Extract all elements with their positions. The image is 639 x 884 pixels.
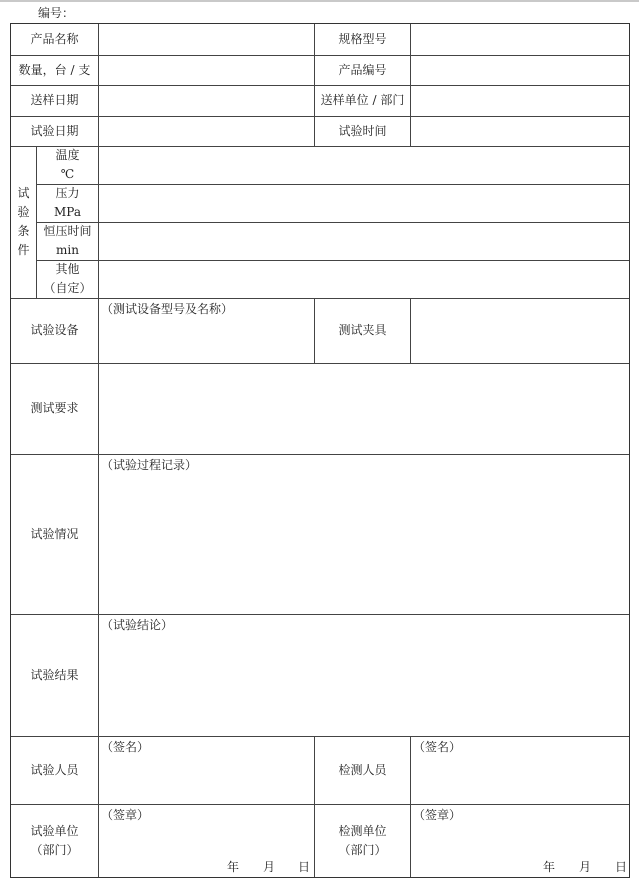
temperature-field[interactable] (99, 146, 629, 184)
condition-unit: MPa (54, 205, 81, 219)
inspector-signature-hint: （签名） (413, 740, 462, 754)
pressure-field[interactable] (99, 184, 629, 222)
label-inspect-unit (315, 804, 410, 877)
date-day: 日 (298, 860, 311, 874)
condition-unit: min (56, 243, 79, 257)
condition-temperature-label (37, 146, 98, 184)
serial-number-label: 编号： (38, 6, 75, 20)
inspector-signature-field[interactable] (411, 736, 629, 804)
label-send-unit: 送样单位 / 部门 (320, 93, 405, 107)
label-test-unit (11, 804, 98, 877)
product-name-field[interactable] (99, 24, 314, 55)
condition-name: 其他 (55, 262, 80, 276)
test-conditions-group-label (11, 146, 36, 298)
condition-name: 恒压时间 (43, 224, 92, 238)
date-day: 日 (615, 860, 628, 874)
test-equipment-field[interactable] (99, 298, 314, 363)
test-unit-stamp-field[interactable] (99, 804, 314, 877)
hold-time-field[interactable] (99, 222, 629, 260)
group-label-char: 件 (17, 243, 30, 257)
date-month: 月 (579, 860, 592, 874)
date-month: 月 (263, 860, 276, 874)
test-unit-sub-label: （部门） (30, 842, 79, 857)
condition-pressure-label (37, 184, 98, 222)
test-time-field[interactable] (411, 116, 629, 146)
test-unit-label: 试验单位 (30, 823, 79, 838)
label-model-spec: 规格型号 (338, 32, 387, 46)
label-inspector: 检测人员 (338, 762, 387, 777)
label-test-result: 试验结果 (30, 667, 79, 682)
inspect-unit-stamp-field[interactable] (411, 804, 629, 877)
group-label-char: 试 (17, 186, 30, 200)
condition-other-label (37, 260, 98, 298)
inspect-unit-label: 检测单位 (338, 823, 387, 838)
label-test-situation: 试验情况 (30, 526, 79, 541)
label-send-date: 送样日期 (30, 93, 79, 107)
label-product-name: 产品名称 (30, 32, 79, 46)
product-no-field[interactable] (411, 55, 629, 85)
condition-unit: ℃ (60, 167, 75, 181)
test-situation-field[interactable] (99, 454, 629, 614)
model-spec-field[interactable] (411, 24, 629, 55)
condition-unit: （自定） (43, 281, 92, 295)
test-result-field[interactable] (99, 614, 629, 736)
label-test-equipment: 试验设备 (30, 323, 79, 337)
label-test-time: 试验时间 (338, 123, 387, 138)
equipment-hint: （测试设备型号及名称） (101, 302, 234, 316)
condition-name: 压力 (55, 186, 80, 200)
group-label-char: 验 (17, 205, 30, 219)
situation-hint: （试验过程记录） (101, 458, 198, 472)
label-tester: 试验人员 (30, 762, 79, 777)
test-requirements-field[interactable] (99, 363, 629, 454)
label-test-requirements: 测试要求 (30, 401, 79, 415)
label-test-date: 试验日期 (30, 123, 79, 138)
test-fixture-field[interactable] (411, 298, 629, 363)
condition-name: 温度 (55, 148, 80, 162)
tester-signature-field[interactable] (99, 736, 314, 804)
send-date-field[interactable] (99, 85, 314, 116)
other-condition-field[interactable] (99, 260, 629, 298)
result-hint: （试验结论） (101, 618, 174, 632)
date-year: 年 (543, 860, 556, 874)
test-record-form (10, 23, 630, 878)
tester-signature-hint: （签名） (101, 740, 150, 754)
date-year: 年 (227, 860, 240, 874)
label-quantity: 数量，台 / 支 (18, 62, 91, 77)
inspect-unit-sub-label: （部门） (338, 842, 387, 857)
condition-hold-time-label (37, 222, 98, 260)
test-date-field[interactable] (99, 116, 314, 146)
inspect-unit-stamp-hint: （签章） (413, 808, 462, 822)
label-test-fixture: 测试夹具 (338, 323, 387, 337)
top-border (0, 0, 639, 2)
group-label-char: 条 (17, 224, 30, 238)
quantity-field[interactable] (99, 55, 314, 85)
label-product-no: 产品编号 (338, 62, 387, 77)
send-unit-field[interactable] (411, 85, 629, 116)
test-unit-stamp-hint: （签章） (101, 808, 150, 822)
